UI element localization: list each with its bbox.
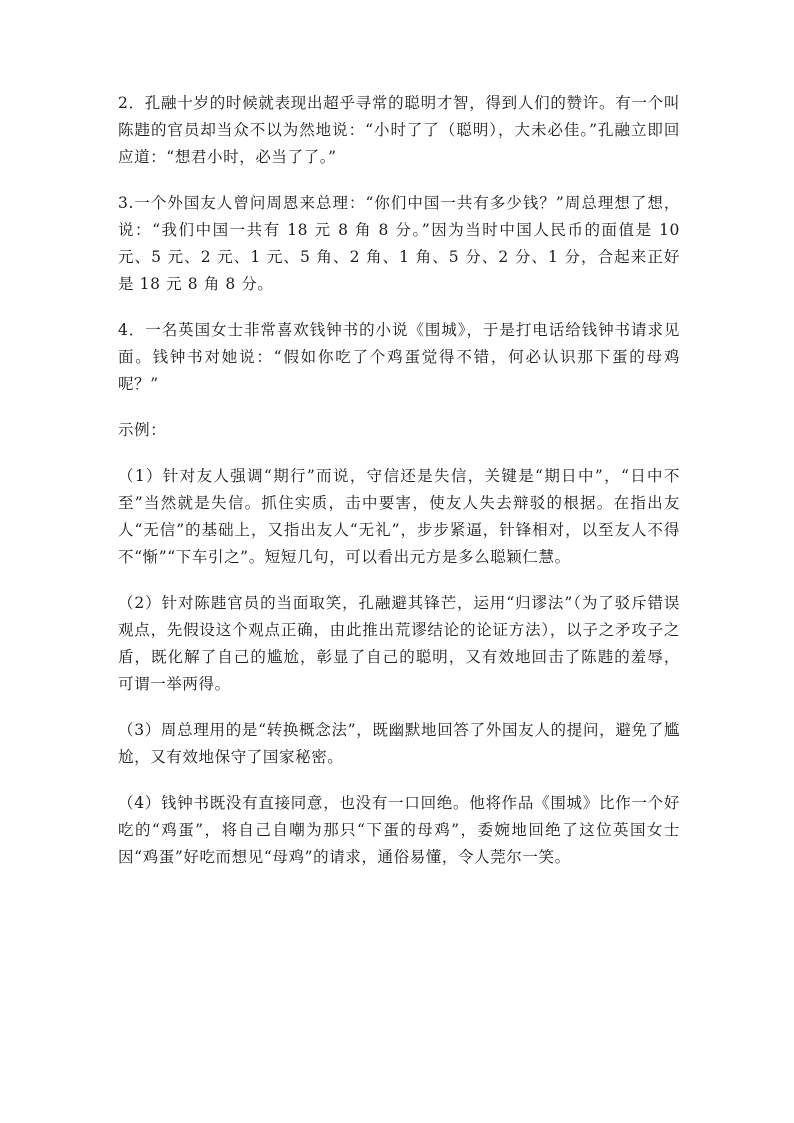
document-body [118, 90, 680, 890]
example-label: 示例： [118, 421, 167, 439]
paragraph-qian-zhongshu: 4．一名英国女士非常喜欢钱钟书的小说《围城》，于是打电话给钱钟书请求见面。钱钟书对她说：“假如你吃了个鸡蛋觉得不错，何必认识那下蛋的母鸡呢？” [118, 321, 680, 393]
paragraph-kongrong: 2．孔融十岁的时候就表现出超乎寻常的聪明才智，得到人们的赞许。有一个叫陈韪的官员却当众不以为然地说：“小时了了（聪明），大未必佳。”孔融立即回应道：“想君小时，必当了了。” [118, 94, 680, 166]
paragraph-zhou-enlai: 3.一个外国友人曾问周恩来总理：“你们中国一共有多少钱？”周总理想了想，说：“我们中国一共有 18 元 8 角 8 分。”因为当时中国人民币的面值是 10 元、5 元、2 元、1 元、5 角、2 角、1 角、5 分、2 分、1 分，合起来正好是 18 元 8 角 8 分。 [118, 194, 680, 293]
answer-2: （2）针对陈韪官员的当面取笑，孔融避其锋芒，运用“归谬法”（为了驳斥错误观点，先假设这个观点正确，由此推出荒谬结论的论证方法），以子之矛攻子之盾，既化解了自己的尴尬，彰显了自己的聪明，又有效地回击了陈韪的羞辱，可谓一举两得。 [118, 594, 680, 693]
answer-1: （1）针对友人强调“期行”而说，守信还是失信，关键是“期日中”，“日中不至”当然就是失信。抓住实质，击中要害，使友人失去辩驳的根据。在指出友人“无信”的基础上，又指出友人“无礼”，步步紧逼，针锋相对，以至友人不得不“惭”“下车引之”。短短几句，可以看出元方是多么聪颖仁慧。 [118, 467, 680, 566]
answer-3: （3）周总理用的是“转换概念法”，既幽默地回答了外国友人的提问，避免了尴尬，又有效地保守了国家秘密。 [118, 721, 680, 766]
answer-4: （4）钱钟书既没有直接同意，也没有一口回绝。他将作品《围城》比作一个好吃的“鸡蛋”，将自己自嘲为那只“下蛋的母鸡”，委婉地回绝了这位英国女士因“鸡蛋”好吃而想见“母鸡”的请求，通俗易懂，令人莞尔一笑。 [118, 794, 680, 866]
